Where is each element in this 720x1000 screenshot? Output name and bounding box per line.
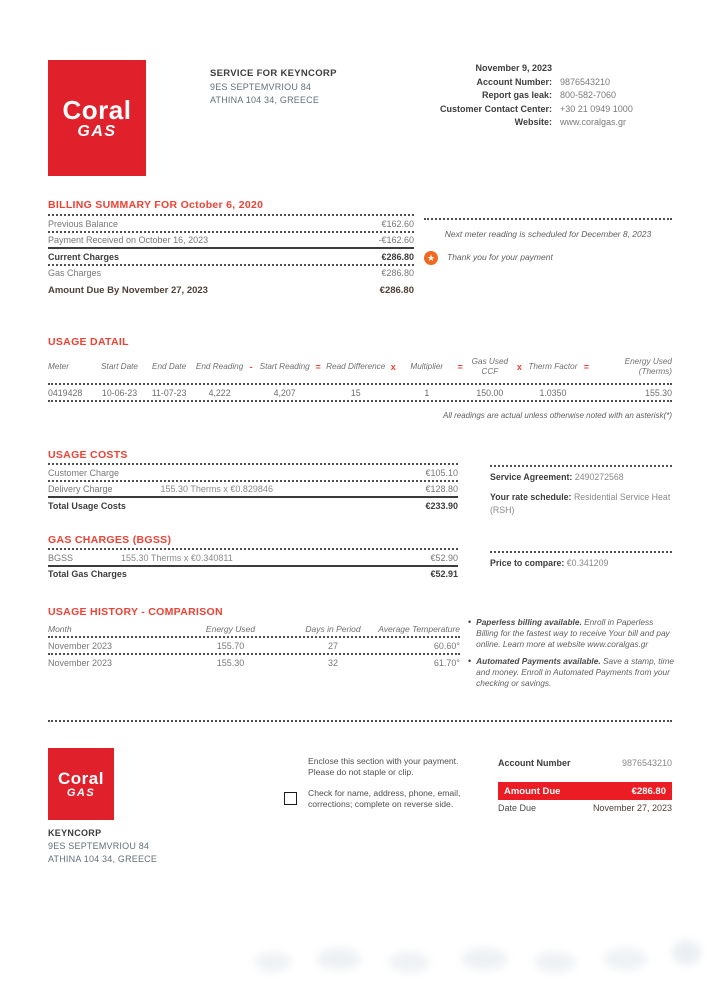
recipient-address-line2: ATHINA 104 34, GREECE — [48, 854, 158, 864]
usage-costs-title: USAGE COSTS — [48, 449, 128, 461]
date-due-label: Date Due — [498, 803, 537, 813]
total-usage-costs-label: Total Usage Costs — [48, 500, 126, 511]
start-reading-value: 4,207 — [273, 388, 296, 398]
gas-charges-summary-value: €286.80 — [381, 268, 414, 278]
price-to-compare-value: €0.341209 — [566, 558, 609, 568]
paperless-title: Paperless billing available. — [476, 617, 582, 627]
previous-balance-value: €162.60 — [381, 218, 414, 229]
price-to-compare-row — [490, 557, 672, 569]
service-agreement-row — [490, 471, 672, 483]
usage-history-header-row — [48, 621, 460, 636]
account-info-block — [420, 62, 672, 130]
logo-text-coral: Coral — [62, 95, 132, 125]
stub-instructions — [308, 756, 476, 810]
paperless-text: Enroll in Paperless Billing for the fastest way to receive Your bill and pay online. Learn more at website www.coralgas.gr — [476, 617, 670, 650]
contact-center-label: Customer Contact Center: — [439, 103, 552, 114]
end-date-value: 11-07-23 — [151, 388, 187, 398]
stub-account-label: Account Number — [498, 758, 571, 768]
current-charges-label: Current Charges — [48, 251, 120, 262]
col-end-reading: End Reading — [195, 361, 244, 371]
col-meter: Meter — [48, 361, 69, 371]
billing-summary-title: BILLING SUMMARY FOR October 6, 2020 — [48, 199, 264, 211]
col-end-date: End Date — [151, 361, 187, 371]
account-number-row — [420, 76, 672, 90]
date-due-row — [498, 803, 672, 813]
website-row — [420, 116, 672, 130]
usage-history-table — [48, 621, 460, 670]
bgss-row — [48, 548, 458, 565]
gas-charges-summary-row — [48, 264, 414, 281]
thank-you-note: Thank you for your payment — [447, 252, 553, 263]
corrections-checkbox[interactable] — [284, 792, 297, 805]
statement-date: November 9, 2023 — [475, 63, 552, 73]
amount-due-banner — [498, 782, 672, 800]
service-address-block — [210, 68, 410, 105]
col-multiplier: Multiplier — [410, 361, 444, 371]
delivery-charge-row — [48, 480, 458, 497]
stub-account-row — [498, 758, 672, 768]
watermark — [240, 928, 710, 990]
gas-charges-summary-label: Gas Charges — [48, 268, 102, 278]
start-date-value: 10-06-23 — [101, 388, 138, 398]
col-average-temperature: Average Temperature — [378, 624, 460, 634]
delivery-charge-value: €128.80 — [425, 484, 458, 494]
bullet-icon: • — [468, 617, 472, 627]
service-agreement-label: Service Agreement: — [490, 472, 573, 482]
customer-charge-value: €105.10 — [425, 467, 458, 478]
date-due-value: November 27, 2023 — [592, 803, 672, 813]
remit-address-block — [48, 828, 238, 864]
price-to-compare-block — [490, 551, 672, 569]
usage-detail-table — [48, 351, 672, 423]
automated-text: Save a stamp, time and money. Enroll in Automated Payments from your checking or savings. — [476, 655, 674, 688]
customer-charge-label: Customer Charge — [48, 467, 120, 478]
col-read-difference: Read Difference — [326, 361, 386, 371]
coral-gas-logo — [48, 60, 146, 176]
service-agreement-value: 2490272568 — [574, 472, 624, 482]
notices-block — [468, 617, 674, 694]
total-gas-charges-row — [48, 565, 458, 582]
total-gas-charges-value: €52.91 — [430, 569, 458, 579]
col-month: Month — [48, 624, 72, 634]
bgss-detail: 155.30 Therms x €0.340811 — [121, 552, 233, 563]
service-for-title: SERVICE FOR KEYNCORP — [210, 68, 337, 79]
read-difference-value: 15 — [350, 388, 361, 398]
service-address-line2: ATHINA 104 34, GREECE — [210, 95, 320, 105]
bgss-label: BGSS — [48, 552, 74, 563]
paperless-billing-notice — [468, 617, 674, 651]
stub-payment-block — [498, 758, 672, 813]
current-charges-value: €286.80 — [381, 251, 414, 262]
current-charges-row — [48, 247, 414, 264]
payment-received-value: -€162.60 — [378, 235, 414, 245]
rate-schedule-value: Residential Service Heat (RSH) — [490, 492, 671, 515]
operator-equals-2: = — [457, 362, 463, 372]
thank-you-row — [424, 251, 672, 265]
amount-due-label: Amount Due — [504, 785, 561, 797]
col-energy-used: Energy Used — [205, 624, 256, 634]
end-reading-value: 4,222 — [208, 388, 231, 398]
contact-center-row — [420, 103, 672, 117]
total-gas-charges-label: Total Gas Charges — [48, 569, 127, 579]
website-label: Website: — [514, 117, 552, 127]
logo-text-gas: GAS — [77, 123, 117, 140]
check-text: Check for name, address, phone, email, corrections; complete on reverse side. — [308, 787, 461, 810]
total-usage-costs-row — [48, 496, 458, 513]
billing-summary-table — [48, 214, 414, 298]
bullet-icon: • — [468, 655, 472, 666]
rate-schedule-row — [490, 491, 672, 516]
stub-separator — [48, 720, 672, 722]
therm-factor-value: 1.0350 — [539, 388, 567, 398]
amount-due-value: €286.80 — [631, 785, 666, 797]
payment-received-label: Payment Received on October 16, 2023 — [48, 235, 209, 245]
total-usage-costs-value: €233.90 — [425, 500, 458, 511]
rate-info-block — [490, 465, 672, 516]
usage-detail-data-row — [48, 383, 672, 400]
usage-history-title: USAGE HISTORY - COMPARISON — [48, 606, 223, 618]
rate-schedule-label: Your rate schedule: — [490, 492, 572, 503]
operator-equals-3: = — [583, 362, 590, 372]
usage-detail-title: USAGE DATAIL — [48, 336, 129, 348]
amount-due-by-value: €286.80 — [379, 285, 414, 296]
automated-title: Automated Payments available. — [476, 655, 601, 666]
amount-due-row — [48, 280, 414, 298]
history-row-1: November 2023 155.70 27 60.60° — [48, 636, 460, 653]
gas-charges-table — [48, 548, 458, 581]
col-start-reading: Start Reading — [259, 361, 310, 371]
billing-summary-notes — [424, 218, 672, 265]
col-therm-factor: Therm Factor — [528, 361, 578, 371]
operator-equals-1: = — [315, 362, 321, 372]
account-number-label: Account Number: — [476, 76, 552, 87]
bgss-value: €52.90 — [430, 552, 458, 563]
recipient-name: KEYNCORP — [48, 828, 102, 838]
col-energy-used: Energy Used (Therms) — [624, 356, 672, 376]
next-reading-note: Next meter reading is scheduled for December 8, 2023 — [444, 229, 652, 239]
previous-balance-label: Previous Balance — [48, 218, 119, 229]
gas-charges-title: GAS CHARGES (BGSS) — [48, 534, 172, 546]
recipient-address-line1: 9ES SEPTEMVRIOU 84 — [48, 841, 150, 851]
energy-used-value: 155.30 — [645, 388, 672, 398]
delivery-charge-label: Delivery Charge — [48, 484, 113, 494]
history-row-2: November 2023 155.30 32 61.70° — [48, 653, 460, 670]
operator-minus: - — [249, 362, 253, 372]
gas-used-ccf-value: 150.00 — [476, 388, 504, 398]
star-icon: ★ — [424, 251, 438, 265]
col-start-date: Start Date — [101, 361, 138, 371]
delivery-charge-detail: 155.30 Therms x €0.829846 — [160, 484, 273, 494]
usage-detail-header-row — [48, 351, 672, 383]
website-value: www.coralgas.gr — [560, 117, 627, 127]
contact-center-value: +30 21 0949 1000 — [560, 103, 633, 114]
operator-times-2: x — [516, 362, 522, 372]
multiplier-value: 1 — [424, 388, 430, 398]
previous-balance-row — [48, 214, 414, 231]
col-days-in-period: Days in Period — [305, 624, 361, 634]
automated-payments-notice — [468, 656, 674, 690]
gas-leak-value: 800-582-7060 — [560, 90, 617, 100]
account-number-value: 9876543210 — [560, 76, 611, 87]
price-to-compare-label: Price to compare: — [490, 558, 565, 568]
usage-costs-table — [48, 463, 458, 513]
amount-due-by-label: Amount Due By November 27, 2023 — [48, 285, 208, 296]
meter-value: 0419428 — [48, 388, 83, 398]
gas-leak-row — [420, 89, 672, 103]
operator-times-1: x — [390, 362, 396, 372]
statement-date-row — [420, 62, 672, 76]
col-gas-used-ccf: Gas Used CCF — [471, 356, 509, 376]
enclose-text: Enclose this section with your payment. Please do not staple or clip. — [308, 756, 459, 778]
stub-account-value: 9876543210 — [621, 758, 672, 768]
readings-note: All readings are actual unless otherwise noted with an asterisk(*) — [442, 411, 672, 420]
payment-received-row — [48, 231, 414, 248]
customer-charge-row — [48, 463, 458, 480]
coral-gas-logo-small: Coral GAS — [48, 748, 114, 820]
service-address-line1: 9ES SEPTEMVRIOU 84 — [210, 82, 312, 92]
gas-leak-label: Report gas leak: — [481, 90, 552, 100]
